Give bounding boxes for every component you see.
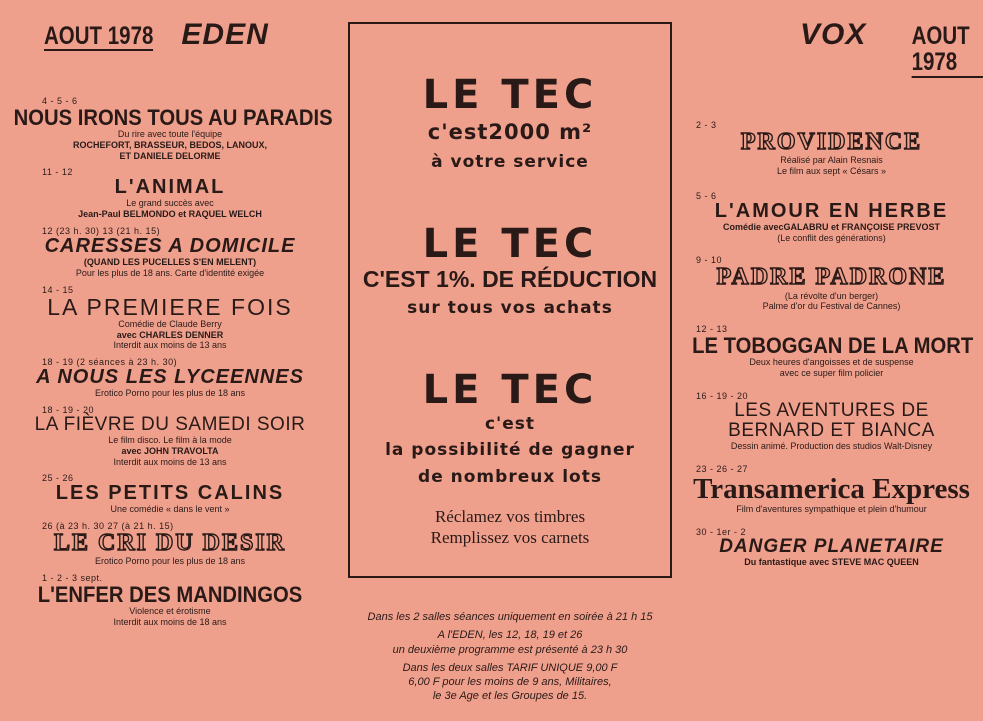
film-title: A NOUS LES LYCEENNES — [36, 366, 304, 389]
film-description: Interdit aux moins de 13 ans — [113, 456, 227, 467]
film-description: ROCHEFORT, BRASSEUR, BEDOS, LANOUX, — [72, 139, 267, 150]
tec-ad-block-1 — [350, 74, 670, 175]
film-title: LES AVENTURES DE BERNARD ET BIANCA — [728, 399, 935, 441]
film-dates: 30 - 1er - 2 — [696, 526, 747, 537]
vox-film-listing — [680, 255, 983, 312]
film-title: DANGER PLANETAIRE — [719, 535, 944, 557]
film-dates: 5 - 6 — [696, 190, 717, 201]
film-dates: 12 - 13 — [696, 324, 728, 335]
eden-column — [0, 0, 340, 721]
film-description: Le film aux sept « Césars » — [776, 165, 887, 176]
vox-film-listing — [680, 120, 983, 177]
ad-line: à votre service — [431, 151, 589, 172]
vox-column — [680, 0, 983, 721]
film-title: LES PETITS CALINS — [55, 482, 285, 505]
ad-heading: LE TEC — [422, 367, 598, 414]
film-description: (Le conflit des générations) — [777, 232, 886, 243]
eden-film-listing — [0, 357, 340, 399]
note-line: un deuxième programme est présenté à 23 h 30 — [392, 643, 628, 656]
film-description: Du fantastique avec STEVE MAC QUEEN — [744, 556, 919, 567]
film-title: L'AMOUR EN HERBE — [714, 199, 949, 222]
film-dates: 25 - 26 — [42, 473, 74, 484]
ad-line: c'est — [484, 414, 536, 435]
ad-line: c'est2000 m² — [427, 120, 593, 144]
film-dates: 18 - 19 - 20 — [42, 405, 95, 415]
vox-film-listing — [680, 191, 983, 244]
eden-film-listing — [0, 521, 340, 567]
film-description: Comédie de Claude Berry — [118, 318, 222, 329]
film-dates: 9 - 10 — [696, 255, 723, 266]
film-dates: 4 - 5 - 6 — [42, 96, 78, 106]
film-title: Transamerica Express — [693, 472, 970, 505]
film-dates: 12 (23 h. 30) 13 (21 h. 15) — [42, 226, 161, 237]
ad-stamps-text — [350, 506, 670, 549]
film-description: Comédie avecGALABRU et FRANÇOISE PREVOST — [722, 221, 941, 232]
film-description: Pour les plus de 18 ans. Carte d'identité exigée — [75, 267, 265, 278]
eden-film-listing — [0, 405, 340, 467]
note-eden-extra — [340, 628, 680, 657]
film-title: LA PREMIERE FOIS — [47, 293, 293, 320]
film-dates: 2 - 3 — [696, 120, 717, 130]
note-line: Dans les 2 salles séances uniquement en soirée à 21 h 15 — [367, 611, 653, 623]
eden-film-listing — [0, 285, 340, 352]
tec-ad-block-2 — [350, 220, 670, 321]
vox-film-listing — [680, 324, 983, 379]
vox-film-listing — [680, 464, 983, 515]
film-description: (La révolte d'un berger) — [784, 290, 879, 301]
film-description: Le film disco. Le film à la mode — [108, 434, 232, 445]
film-description: Le grand succès avec — [126, 198, 214, 209]
vox-film-listing — [680, 527, 983, 568]
film-title: L'ANIMAL — [114, 176, 226, 199]
film-dates: 16 - 19 - 20 — [696, 390, 749, 401]
film-description: Erotico Porno pour les plus de 18 ans — [94, 556, 246, 567]
film-dates: 11 - 12 — [42, 167, 73, 178]
film-title: NOUS IRONS TOUS AU PARADIS — [13, 105, 333, 130]
film-description: avec CHARLES DENNER — [116, 329, 224, 340]
eden-film-listing — [0, 573, 340, 628]
film-description: (QUAND LES PUCELLES S'EN MELENT) — [83, 257, 257, 268]
film-description: Interdit aux moins de 18 ans — [113, 617, 227, 627]
note-line: Dans les deux salles TARIF UNIQUE 9,00 F — [402, 661, 618, 674]
eden-film-list — [0, 96, 340, 634]
ad-line: la possibilité de gagner — [385, 440, 635, 461]
note-line: A l'EDEN, les 12, 18, 19 et 26 — [437, 629, 583, 642]
film-description: Interdit aux moins de 13 ans — [113, 340, 227, 351]
film-dates: 18 - 19 (2 séances à 23 h. 30) — [42, 357, 178, 368]
note-prices — [340, 661, 680, 704]
eden-film-listing — [0, 473, 340, 515]
eden-header — [44, 18, 269, 52]
ad-heading: LE TEC — [422, 72, 598, 118]
ad-line: Remplissez vos carnets — [430, 528, 590, 548]
ad-heading: LE TEC — [422, 220, 598, 267]
film-description: Violence et érotisme — [129, 606, 211, 617]
film-description: Jean-Paul BELMONDO et RAQUEL WELCH — [78, 209, 262, 220]
eden-film-listing — [0, 167, 340, 220]
tec-ad-box — [348, 22, 672, 578]
film-description: Film d'aventures sympathique et plein d'humour — [736, 503, 927, 514]
film-title: LA FIÈVRE DU SAMEDI SOIR — [34, 414, 306, 435]
tec-ad-column — [340, 0, 680, 721]
ad-line: Réclamez vos timbres — [434, 507, 586, 527]
screening-notes — [340, 610, 680, 708]
film-description: Palme d'or du Festival de Cannes) — [762, 301, 901, 312]
eden-month: AOUT 1978 — [44, 22, 154, 50]
eden-cinema-name: EDEN — [181, 18, 269, 51]
vox-cinema-name: VOX — [800, 18, 867, 51]
film-description: avec JOHN TRAVOLTA — [121, 445, 219, 456]
film-title: LE CRI DU DESIR — [53, 530, 287, 557]
film-title: L'ENFER DES MANDINGOS — [37, 582, 303, 608]
note-line: 6,00 F pour les moins de 9 ans, Militaires, — [408, 676, 612, 689]
vox-film-listing — [680, 391, 983, 452]
film-description: Deux heures d'angoisses et de suspense — [749, 357, 914, 368]
vox-month: AOUT 1978 — [912, 23, 983, 78]
film-dates: 14 - 15 — [42, 284, 74, 295]
film-dates: 23 - 26 - 27 — [696, 463, 749, 474]
ad-line: C'EST 1%. DE RÉDUCTION — [362, 265, 658, 292]
ad-line: sur tous vos achats — [407, 297, 613, 318]
vox-film-list — [680, 120, 983, 577]
note-line: le 3e Age et les Groupes de 15. — [432, 690, 588, 703]
eden-film-listing — [0, 96, 340, 161]
film-description: Erotico Porno pour les plus de 18 ans — [94, 388, 246, 399]
film-dates: 1 - 2 - 3 sept. — [42, 573, 103, 584]
film-title: PADRE PADRONE — [716, 264, 947, 291]
eden-film-listing — [0, 226, 340, 279]
film-title: LE TOBOGGAN DE LA MORT — [692, 333, 974, 359]
vox-header — [800, 18, 983, 78]
film-description: Une comédie « dans le vent » — [110, 504, 230, 515]
film-title: CARESSES A DOMICILE — [44, 235, 296, 258]
film-dates: 26 (à 23 h. 30 27 (à 21 h. 15) — [42, 521, 174, 532]
film-description: Dessin animé. Production des studios Walt-Disney — [730, 440, 933, 451]
film-description: avec ce super film policier — [779, 368, 884, 379]
ad-line: de nombreux lots — [418, 466, 602, 487]
film-title: PROVIDENCE — [740, 129, 923, 155]
film-description: Réalisé par Alain Resnais — [780, 155, 883, 166]
film-description: ET DANIELE DELORME — [119, 150, 221, 161]
film-description: Du rire avec toute l'équipe — [117, 129, 223, 140]
tec-ad-block-3 — [350, 369, 670, 549]
